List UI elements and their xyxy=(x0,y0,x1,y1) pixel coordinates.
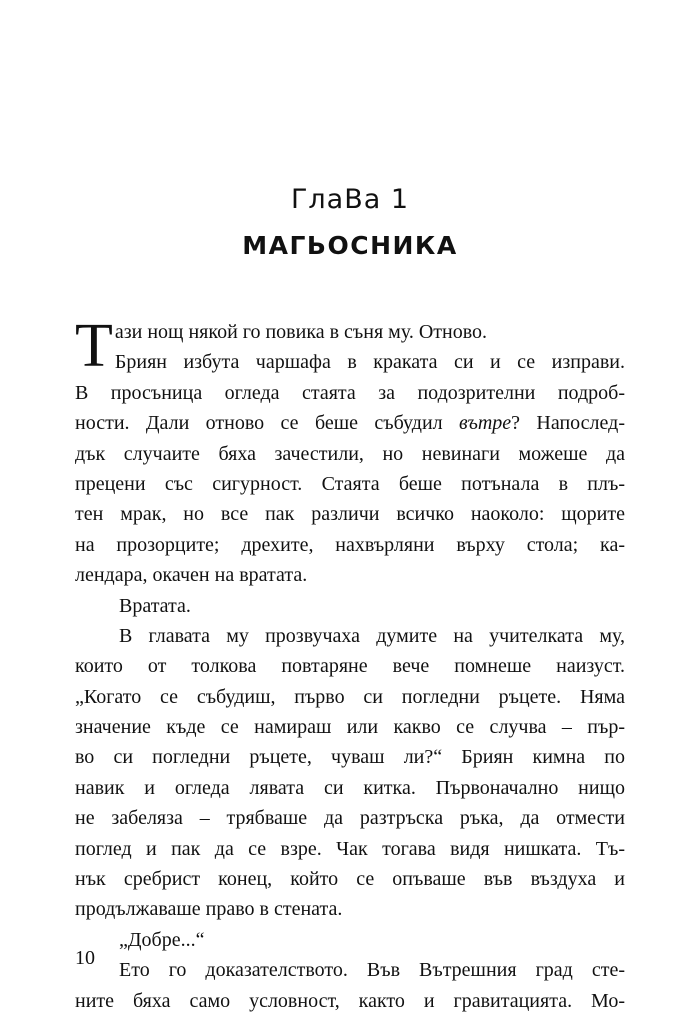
text-line: ности. Дали отново се беше събудил вътре? Напослед- xyxy=(75,412,625,435)
chapter-title: МАГЬОСНИКА xyxy=(242,231,458,260)
text-line: на прозорците; дрехите, нахвърляни върху стола; ка- xyxy=(75,533,625,556)
text-line: прецени със сигурност. Стаята беше потънала в плъ- xyxy=(75,472,625,495)
text-line: дък случаите бяха зачестили, но невинаги можеше да xyxy=(75,442,625,465)
text-line: ните бяха само условност, както и гравитацията. Мо- xyxy=(75,989,625,1012)
text-line: Вратата. xyxy=(119,594,191,617)
emphasis-word: вътре xyxy=(459,412,512,435)
text-line: които от толкова повтаряне вече помнеше наизуст. xyxy=(75,655,625,678)
text-line: Ето го доказателството. Във Вътрешния град сте- xyxy=(119,959,625,982)
text-line: нък сребрист конец, който се опъваше във въздуха и xyxy=(75,868,625,891)
opening-paragraph xyxy=(75,312,625,380)
text-line: ази нощ някой го повика в съня му. Отново. xyxy=(114,321,488,343)
text-line: значение къде се намираш или какво се случва – пър- xyxy=(75,716,625,739)
text-line: В просъница огледа стаята за подозрителни подроб- xyxy=(75,381,625,404)
text-line: во си погледни ръцете, чуваш ли?“ Бриян кимна по xyxy=(75,746,625,769)
text-line: Бриян избута чаршафа в краката си и се изправи. xyxy=(114,351,625,374)
drop-cap: Т xyxy=(75,312,113,380)
text-line: не забеляза – трябваше да разтръска ръка, да отмести xyxy=(75,807,625,830)
page-number: 10 xyxy=(75,947,95,969)
text-line: навик и огледа лявата си китка. Първоначално нищо xyxy=(75,776,625,799)
text-line: продължаваше право в стената. xyxy=(75,898,343,921)
text-line: тен мрак, но все пак различи всичко наоколо: щорите xyxy=(75,503,625,526)
chapter-label: ГлаВа 1 xyxy=(290,184,410,215)
text-line: лендара, окачен на вратата. xyxy=(75,564,308,587)
body-text xyxy=(75,312,625,1016)
text-line: „Когато се събудиш, първо си погледни ръцете. Няма xyxy=(75,685,625,708)
text-line: В главата му прозвучаха думите на учителката му, xyxy=(119,624,625,647)
text-line: „Добре...“ xyxy=(119,928,205,951)
text-line: поглед и пак да се взре. Чак тогава видя нишката. Тъ- xyxy=(75,837,625,860)
